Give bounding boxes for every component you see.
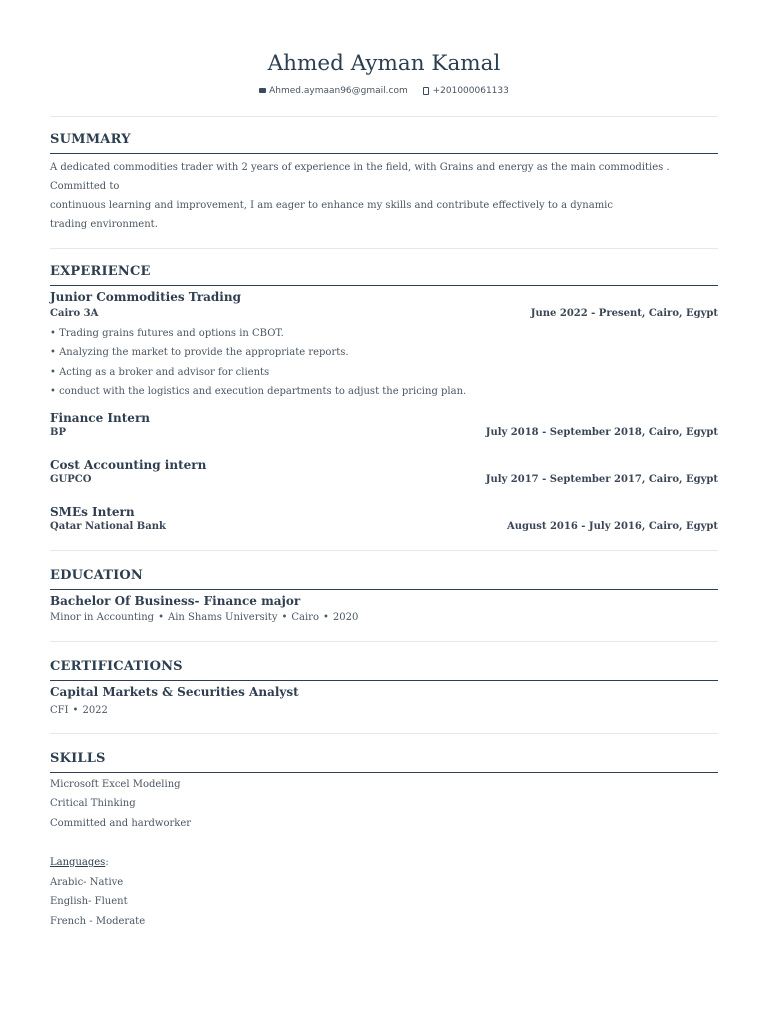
job-bullet: • Acting as a broker and advisor for clients — [50, 366, 270, 378]
job-location: Cairo, Egypt — [648, 473, 718, 485]
divider — [50, 550, 718, 551]
certification-meta — [50, 704, 718, 718]
education-school: Ain Shams University — [167, 611, 278, 623]
job-location: Cairo, Egypt — [648, 426, 718, 438]
certification-name: Capital Markets & Securities Analyst — [50, 684, 299, 699]
job-title: SMEs Intern — [50, 504, 135, 519]
job-meta — [50, 473, 718, 487]
job-date-location — [507, 520, 718, 534]
experience-section — [50, 263, 718, 534]
divider — [50, 733, 718, 734]
summary-line: A dedicated commodities trader with 2 years of experience in the field, with Grains and energy as the main commodities . Committed to — [50, 161, 670, 192]
job-entry — [50, 504, 718, 534]
education-minor: Minor in Accounting — [50, 611, 155, 623]
job-entry — [50, 457, 718, 487]
job-dates: July 2017 - September 2017 — [485, 473, 642, 485]
language-item: English- Fluent — [50, 896, 128, 907]
language-item: Arabic- Native — [50, 876, 124, 888]
job-date-location — [486, 426, 718, 440]
email-text: Ahmed.aymaan96@gmail.com — [269, 86, 408, 96]
job-location: Cairo, Egypt — [648, 520, 718, 532]
summary-line: trading environment. — [50, 218, 158, 230]
section-title-skills: SKILLS — [50, 750, 718, 773]
education-city: Cairo — [291, 611, 319, 623]
languages-heading — [50, 850, 718, 873]
dot-separator: • — [323, 611, 329, 623]
languages-block — [50, 850, 718, 931]
phone-text: +201000061133 — [432, 86, 509, 96]
section-title-experience: EXPERIENCE — [50, 263, 718, 286]
job-title: Finance Intern — [50, 410, 150, 425]
phone-icon — [423, 87, 429, 95]
summary-line: continuous learning and improvement, I am eager to enhance my skills and contribute effectively to a dynamic — [50, 199, 613, 211]
section-title-summary: SUMMARY — [50, 131, 718, 154]
comma: , — [641, 520, 646, 532]
job-title: Junior Commodities Trading — [50, 289, 241, 304]
certification-year: 2022 — [82, 704, 108, 716]
dot-separator: • — [281, 611, 288, 623]
skill-item: Critical Thinking — [50, 798, 136, 809]
comma: , — [641, 307, 646, 319]
job-bullet: • Trading grains futures and options in CBOT. — [50, 327, 284, 339]
job-date-location — [486, 473, 718, 487]
divider — [50, 641, 718, 642]
job-bullet: • conduct with the logistics and execution departments to adjust the pricing plan. — [50, 386, 467, 397]
mail-icon — [259, 88, 266, 93]
job-entry — [50, 410, 718, 440]
job-entry — [50, 289, 718, 402]
skills-list — [50, 775, 718, 834]
certification-issuer: CFI — [50, 704, 69, 716]
job-company: Cairo 3A — [50, 307, 99, 319]
job-title: Cost Accounting intern — [50, 457, 207, 472]
education-year: 2020 — [332, 611, 359, 623]
degree: Bachelor Of Business- Finance major — [50, 593, 301, 608]
job-bullets — [50, 324, 718, 402]
job-dates: July 2018 - September 2018 — [485, 426, 642, 438]
comma: , — [641, 426, 646, 438]
job-dates: June 2022 - Present — [530, 307, 642, 319]
job-meta — [50, 307, 718, 321]
phone-item[interactable] — [423, 85, 509, 97]
summary-section — [50, 131, 718, 234]
section-title-certifications: CERTIFICATIONS — [50, 658, 718, 681]
job-date-location — [531, 307, 718, 321]
education-section — [50, 567, 718, 625]
job-bullet: • Analyzing the market to provide the appropriate reports. — [50, 347, 349, 358]
certifications-section — [50, 658, 718, 718]
skill-item: Committed and hardworker — [50, 817, 192, 829]
education-meta — [50, 611, 718, 625]
colon: : — [105, 857, 109, 868]
job-company: BP — [50, 426, 66, 438]
summary-text — [50, 158, 718, 234]
languages-label: Languages — [50, 857, 106, 868]
job-dates: August 2016 - July 2016 — [506, 520, 642, 532]
comma: , — [641, 473, 646, 485]
skill-item: Microsoft Excel Modeling — [50, 778, 181, 790]
section-title-education: EDUCATION — [50, 567, 718, 590]
job-company: GUPCO — [50, 473, 92, 485]
skills-section — [50, 750, 718, 932]
dot-separator: • — [72, 704, 79, 716]
language-item: French - Moderate — [50, 915, 146, 927]
job-company: Qatar National Bank — [50, 520, 166, 532]
job-meta — [50, 520, 718, 534]
dot-separator: • — [158, 611, 164, 623]
divider — [50, 116, 718, 117]
email-item[interactable] — [259, 85, 408, 97]
job-location: Cairo, Egypt — [648, 307, 718, 319]
job-meta — [50, 426, 718, 440]
candidate-name: Ahmed Ayman Kamal — [267, 51, 501, 76]
divider — [50, 248, 718, 249]
contact-line — [50, 85, 718, 98]
